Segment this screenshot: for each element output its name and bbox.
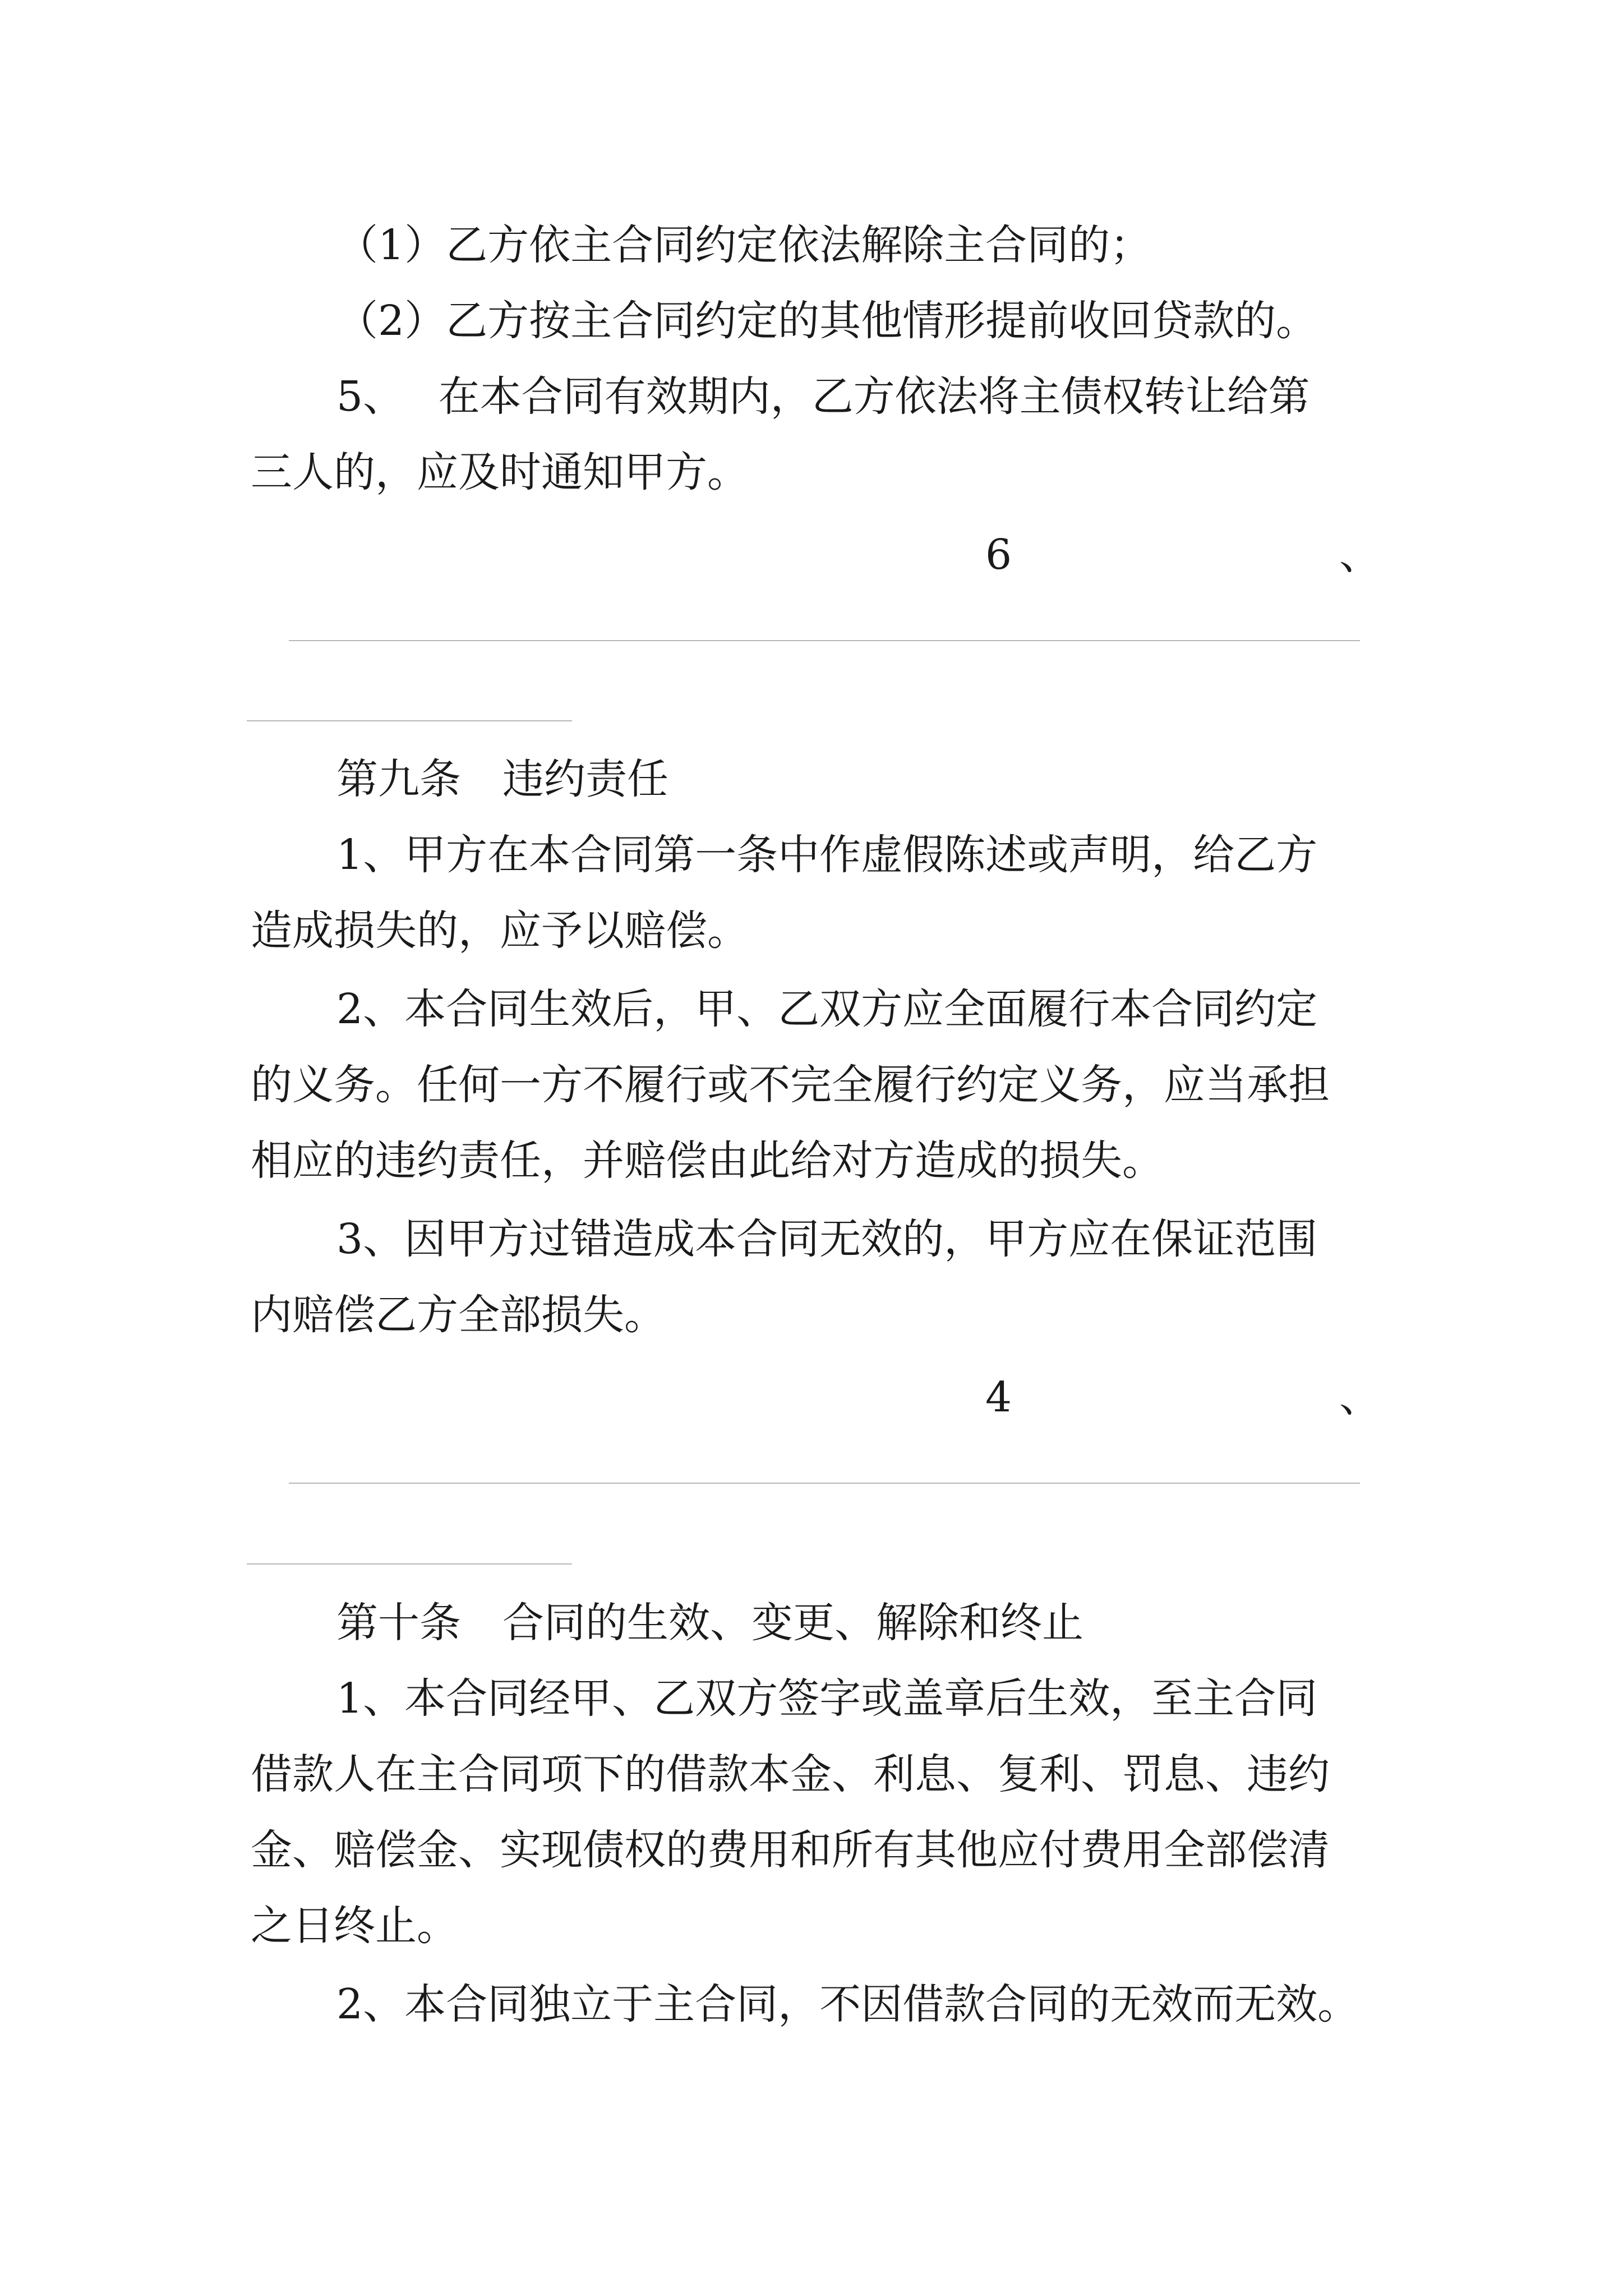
item-1-line: （1）乙方依主合同约定依法解除主合同的；: [336, 221, 1152, 269]
article-9-line: 的义务。任何一方不履行或不完全履行约定义务，应当承担: [251, 1061, 1330, 1109]
clause-5-line-1: 5、 在本合同有效期内，乙方依法将主债权转让给第: [336, 372, 1310, 421]
article-9-line: 相应的违约责任，并赔偿由此给对方造成的损失。: [251, 1137, 1164, 1185]
article-9-line: 1、甲方在本合同第一条中作虚假陈述或声明，给乙方: [336, 831, 1318, 879]
article-9-line: 3、因甲方过错造成本合同无效的，甲方应在保证范围: [336, 1215, 1318, 1263]
article-10-line: 之日终止。: [251, 1902, 458, 1950]
separator-rule-long: [289, 1483, 1360, 1484]
article-10-line: 金、赔偿金、实现债权的费用和所有其他应付费用全部偿清: [251, 1826, 1330, 1874]
article-10-line: 借款人在主合同项下的借款本金、利息、复利、罚息、违约: [251, 1750, 1330, 1798]
separator-number: 6: [985, 531, 1012, 579]
separator-mark: 、: [1339, 531, 1381, 579]
article-10-heading: 第十条 合同的生效、变更、解除和终止: [336, 1599, 1083, 1647]
separator-rule-short: [247, 720, 572, 721]
separator-mark: 、: [1339, 1373, 1381, 1421]
separator-rule-long: [289, 640, 1360, 641]
item-2-line: （2）乙方按主合同约定的其他情形提前收回贷款的。: [336, 297, 1318, 345]
article-9-line: 造成损失的，应予以赔偿。: [251, 907, 749, 955]
article-9-heading: 第九条 违约责任: [336, 755, 668, 803]
clause-5-line-2: 三人的，应及时通知甲方。: [251, 448, 749, 496]
article-9-line: 内赔偿乙方全部损失。: [251, 1291, 666, 1339]
article-9-line: 2、本合同生效后，甲、乙双方应全面履行本合同约定: [336, 985, 1318, 1033]
separator-number: 4: [985, 1373, 1012, 1421]
article-10-line: 1、本合同经甲、乙双方签字或盖章后生效，至主合同: [336, 1674, 1318, 1723]
separator-rule-short: [247, 1563, 572, 1565]
article-10-line: 2、本合同独立于主合同，不因借款合同的无效而无效。: [336, 1980, 1359, 2028]
